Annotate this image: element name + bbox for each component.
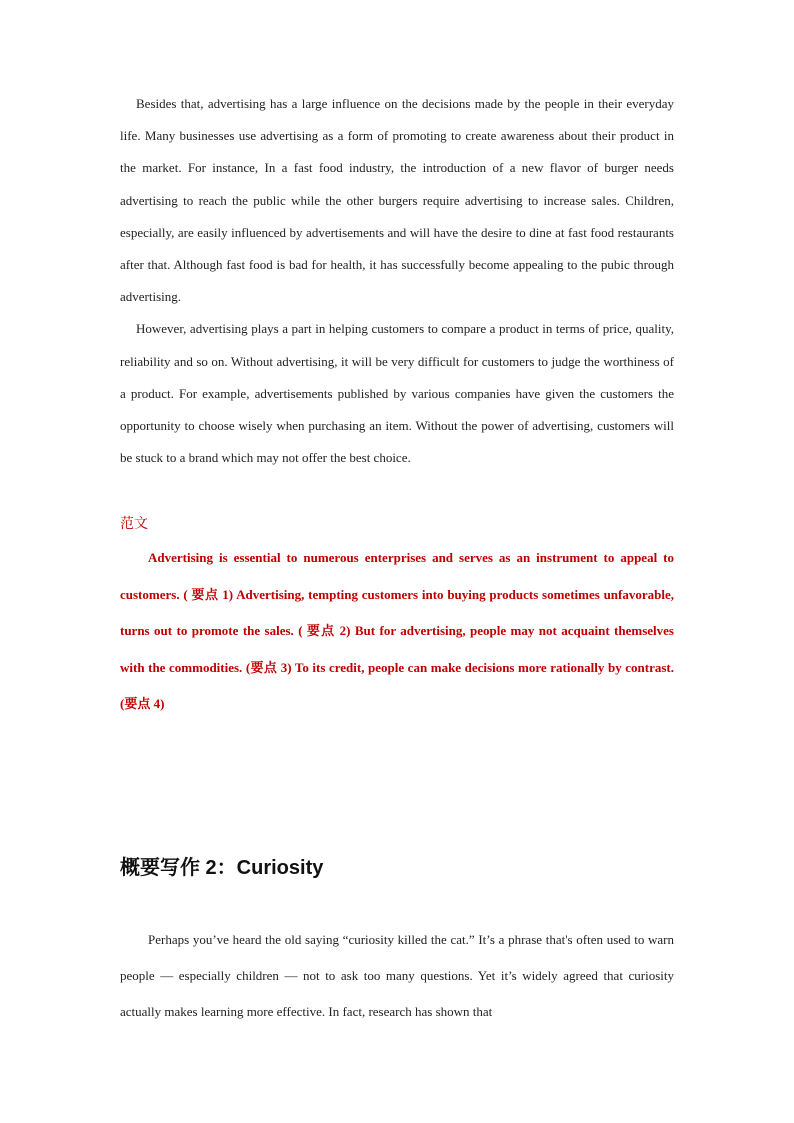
body-paragraph-2: However, advertising plays a part in helping customers to compare a product in terms of price, quality, reliability and so on. Without advertising, it will be very difficult for customers to judge the worthiness of a product. For example, advertisements published by various companies have given the customers the opportunity to choose wisely when purchasing an item. Without the power of advertising, customers will be stuck to a brand which may not offer the best choice. — [120, 321, 674, 466]
model-essay-text: Advertising is essential to numerous enterprises and serves as an instrument to appeal to customers. ( 要点 1) Advertising, tempting customers into buying products sometimes unfavorable, turns out to promote the sales. ( 要点 2) But for advertising, people may not acquaint themselves with the commodities. (要点 3) To its credit, people can make decisions more rationally by contrast.(要点 4) — [120, 550, 674, 712]
body-paragraph-1: Besides that, advertising has a large influence on the decisions made by the people in their everyday life. Many businesses use advertising as a form of promoting to create awareness about their product in the market. For instance, In a fast food industry, the introduction of a new flavor of burger needs advertising to reach the public while the other burgers require advertising to increase sales. Children, especially, are easily influenced by advertisements and will have the desire to dine at fast food restaurants after that. Although fast food is bad for health, it has successfully become appealing to the pubic through advertising. — [120, 96, 674, 305]
document-page — [120, 88, 674, 1029]
curiosity-paragraph: Perhaps you’ve heard the old saying “curiosity killed the cat.” It’s a phrase that's often used to warn people — especially children — not to ask too many questions. Yet it’s widely agreed that curiosity actually makes learning more effective. In fact, research has shown that — [120, 932, 674, 1019]
model-essay-label: 范文 — [120, 517, 148, 533]
section-heading: 概要写作 2：Curiosity — [120, 857, 324, 880]
